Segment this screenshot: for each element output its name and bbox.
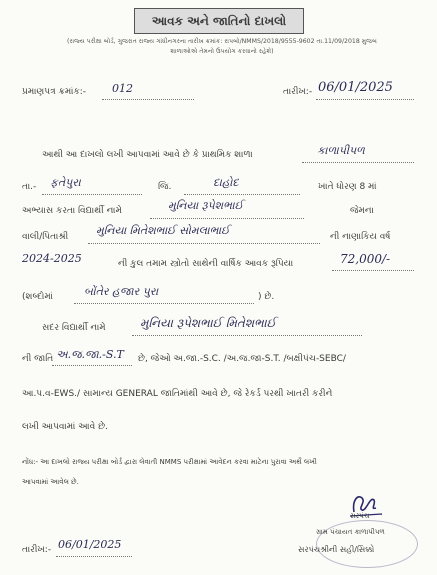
signature-footer: સરપંચશ્રીની સહી/સિક્કો	[298, 545, 375, 554]
bottom-date-line	[56, 556, 132, 557]
taluka-label: તા.-	[22, 182, 37, 192]
certificate-number-line	[102, 99, 194, 100]
date-value: 06/01/2025	[318, 80, 393, 95]
guardian-value: મુનિયા મિતેશભાઈ સોમલાભાઈ	[96, 224, 230, 237]
income-words-value: બોંતેર હજાર પુરા	[84, 285, 159, 298]
bottom-date-label: તારીખ:-	[22, 545, 52, 555]
income-text: ની કુલ તમામ સ્ત્રોતો સાથેની વાર્ષિક આવક રૂપિયા	[118, 259, 294, 269]
words-prefix: (શબ્દોમાં	[22, 292, 53, 302]
caste-line-2: આ.પ.વ-EWS./ સામાન્ય GENERAL જાતિમાંથી આવે છે, જે રેકર્ડ પરથી ખાતરી કરીને	[22, 389, 333, 399]
certificate-title: આવક અને જાતિનો દાખલો	[134, 8, 304, 34]
date-line	[316, 99, 414, 100]
fiscal-year-value: 2024-2025	[22, 252, 82, 265]
income-value: 72,000/-	[340, 252, 391, 266]
caste-text: છે, જેઓ અ.જા.-S.C. /અ.જ.જા-S.T. /બક્ષીપંચ-SEBC/	[138, 354, 346, 364]
bottom-date-value: 06/01/2025	[58, 538, 122, 551]
panchayat-name: ગ્રામ પંચાયત કાળાપીપળ	[316, 528, 385, 536]
date-label: તારીખ:-	[283, 87, 313, 97]
signatory-title: સરપંચ	[350, 512, 370, 520]
note-line-1: નોંધ:- આ દાખલો રાજ્ય પરીક્ષા બોર્ડ દ્વારા લેવાતી NMMS પરીક્ષામાં આવેદન કરવા માટેના પુરાવા અર્થે લખી	[22, 458, 317, 466]
caste-line-3: લખી આપવામાં આવે છે.	[22, 422, 108, 432]
subtitle-line-2: શાળાઓએ તેમનો ઉપયોગ કરવાનો રહેશે)	[170, 48, 274, 55]
note-line-2: આપવામાં આવેલ છે.	[22, 478, 79, 486]
student-name-short: મુનિયા રૂપેશભાઈ	[168, 199, 244, 212]
caste-prefix: ની જાતિ	[22, 354, 54, 364]
guardian-label: વાલી/પિતાશ્રી	[22, 232, 69, 242]
student-sentence-prefix: સદર વિદ્યાર્થી નામે	[42, 323, 106, 333]
school-value: કાળાપીપળ	[317, 144, 365, 157]
caste-line	[52, 365, 132, 366]
taluka-line	[42, 194, 142, 195]
certificate-number-value: 012	[112, 82, 133, 95]
guardian-line	[88, 243, 320, 244]
student-full-name-line	[132, 335, 362, 336]
subtitle-line-1: (રાજ્ય પરીક્ષા બોર્ડ, ગુજરાત રાજ્ય ગાંધીનગરના તારીખ ક્રમાંક: રાપબો/NMMS/2018/9555-9602 તા.11/09/2018 મુજબ	[67, 38, 377, 45]
jemna-text: જેમના	[350, 206, 374, 216]
studying-prefix: અભ્યાસ કરતા વિદ્યાર્થી નામે	[22, 206, 122, 216]
words-suffix: ) છે.	[258, 292, 275, 302]
district-line	[184, 194, 300, 195]
fiscal-year-label: ની નાણાકિય વર્ષ	[330, 232, 391, 242]
standard-text: ખાતે ધોરણ 8 માં	[318, 182, 377, 192]
district-value: દાહોદ	[213, 176, 239, 189]
income-words-line	[74, 303, 254, 304]
student-full-name: મુનિયા રૂપેશભાઈ મિતેશભાઈ	[140, 316, 276, 330]
caste-value: અ.જ.જા.-S.T	[56, 348, 124, 361]
student-name-line	[150, 218, 304, 219]
certificate-number-label: પ્રમાણપત્ર ક્રમાંક:-	[22, 87, 87, 97]
school-line	[302, 162, 414, 163]
income-line	[332, 270, 414, 271]
taluka-value: ફતેપુરા	[50, 176, 81, 189]
district-label: જિ.	[158, 182, 172, 192]
school-sentence-prefix: આથી આ દાખલો લખી આપવામાં આવે છે કે પ્રાથમિક શાળા	[42, 150, 253, 160]
